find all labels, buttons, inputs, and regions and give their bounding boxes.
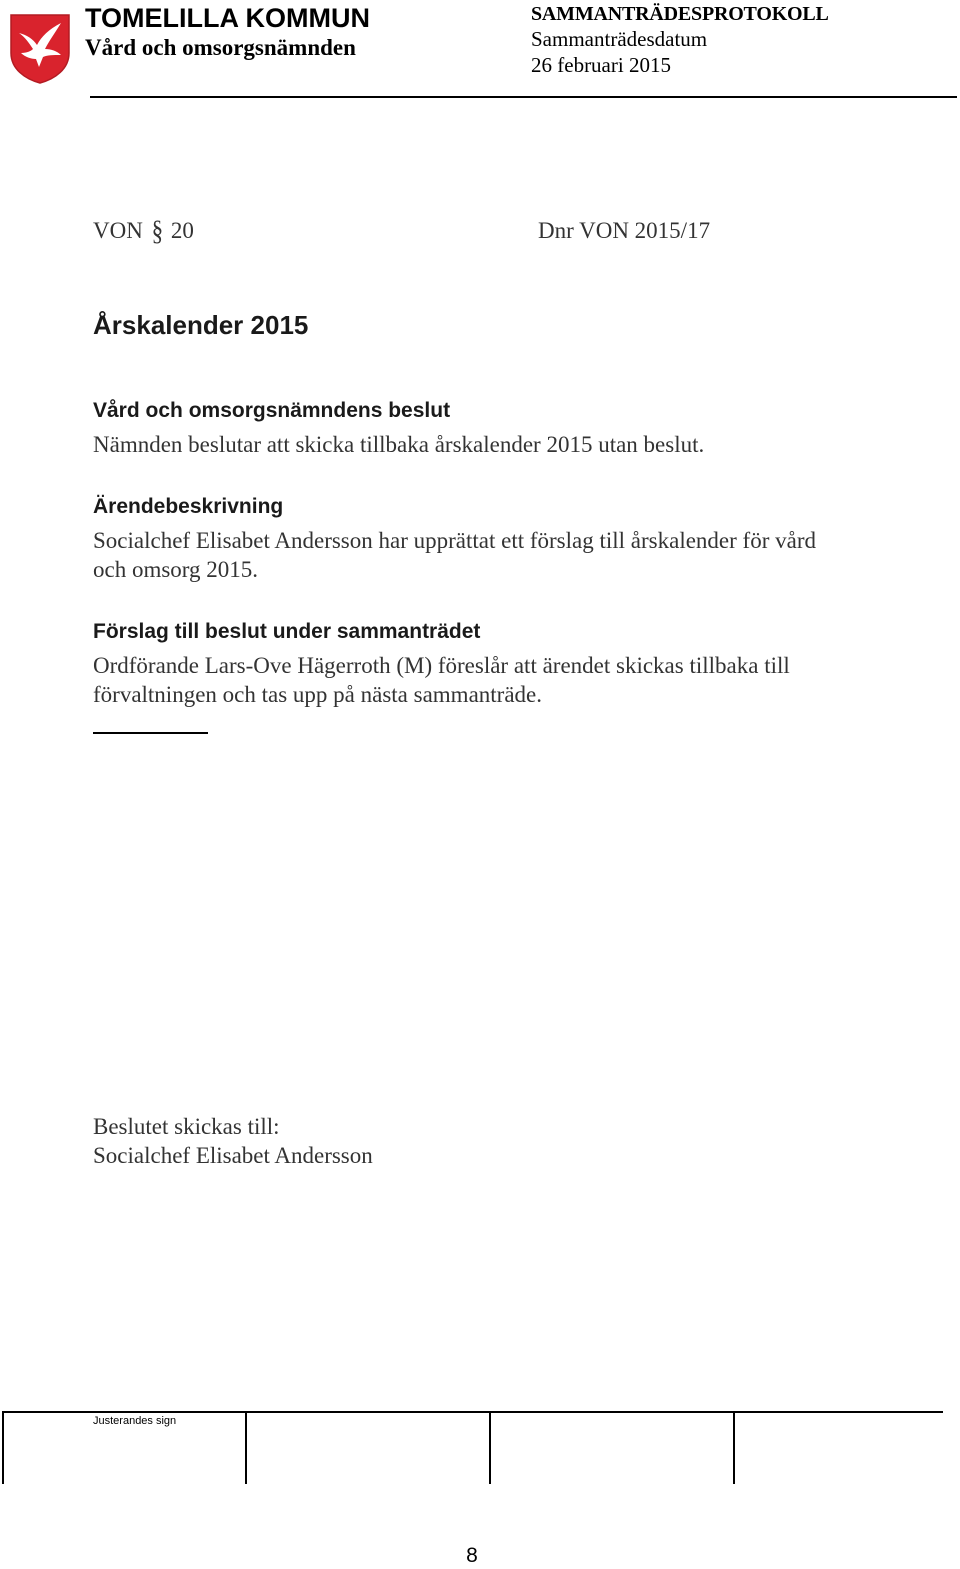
decision-text: Nämnden beslutar att skicka tillbaka årskalender 2015 utan beslut.	[93, 432, 705, 457]
paragraph-number: 20	[170, 218, 194, 243]
distribution-recipient: Socialchef Elisabet Andersson	[93, 1143, 373, 1168]
description-heading: Ärendebeskrivning	[93, 495, 284, 518]
municipality-crest-icon	[9, 13, 71, 85]
distribution-label: Beslutet skickas till:	[93, 1114, 280, 1139]
page-title: Årskalender 2015	[93, 310, 309, 340]
organization-name: TOMELILLA KOMMUN	[85, 3, 370, 33]
signature-cell	[489, 1413, 734, 1484]
section-end-rule	[93, 732, 208, 734]
section-symbol: §	[151, 214, 164, 247]
signature-cell	[733, 1413, 943, 1484]
diary-number: Dnr VON 2015/17	[538, 218, 711, 243]
signature-cell	[245, 1413, 490, 1484]
page-number: 8	[466, 1544, 478, 1567]
committee-name: Vård och omsorgsnämnden	[85, 35, 356, 60]
proposal-text: Ordförande Lars-Ove Hägerroth (M) föreslår att ärendet skickas tillbaka till förvaltningen och tas upp på nästa sammanträde.	[93, 653, 790, 707]
decision-heading: Vård och omsorgsnämndens beslut	[93, 399, 451, 422]
description-text: Socialchef Elisabet Andersson har upprättat ett förslag till årskalender för vård och omsorg 2015.	[93, 528, 816, 582]
paragraph-reference	[93, 216, 194, 245]
meeting-date-label: Sammanträdesdatum	[531, 27, 708, 51]
header-divider	[90, 96, 957, 98]
meeting-date: 26 februari 2015	[531, 53, 671, 77]
document-type: SAMMANTRÄDESPROTOKOLL	[531, 3, 829, 25]
paragraph-prefix: VON	[93, 218, 143, 243]
signature-label: Justerandes sign	[93, 1415, 177, 1427]
proposal-heading: Förslag till beslut under sammanträdet	[93, 620, 481, 643]
